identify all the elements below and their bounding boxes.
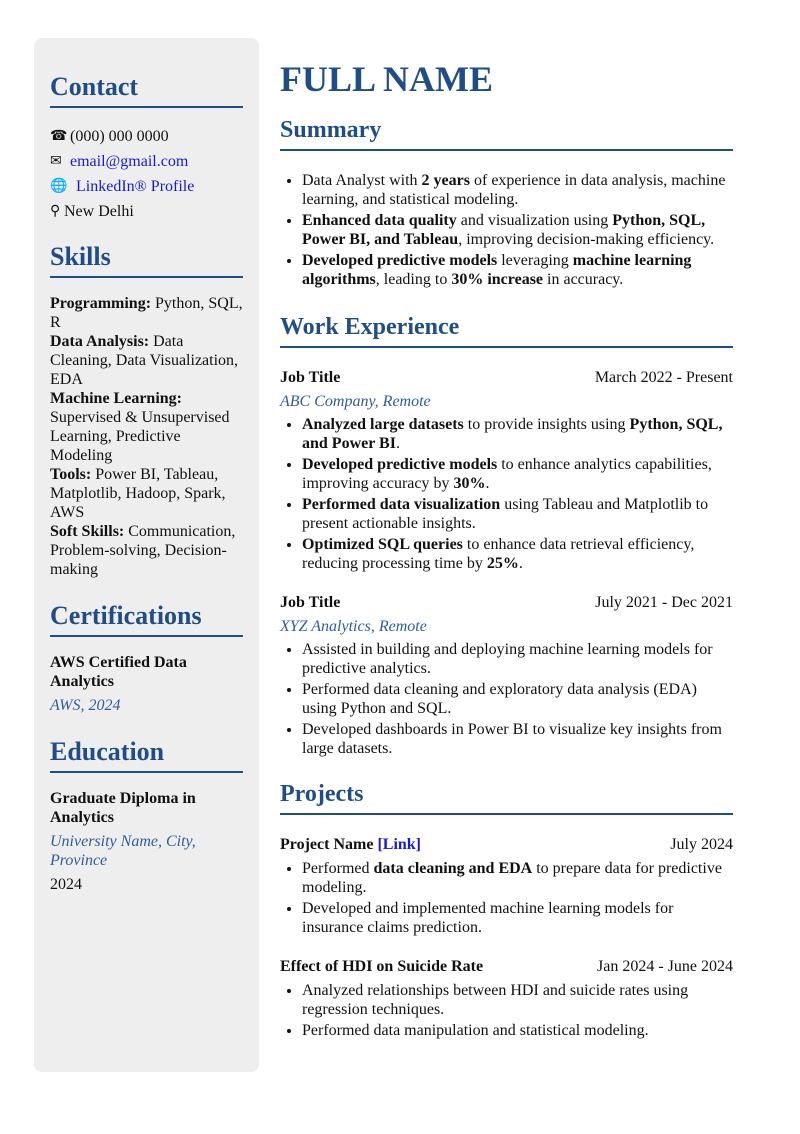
job-header: [280, 368, 733, 387]
job-date: March 2022 - Present: [594, 369, 733, 386]
summary-list: [280, 171, 733, 289]
project-date: July 2024: [670, 836, 733, 853]
projects-heading: Projects: [280, 780, 733, 815]
cert-issuer: AWS, 2024: [50, 697, 121, 714]
job-date: July 2021 - Dec 2021: [595, 594, 733, 611]
summary-heading: Summary: [280, 116, 733, 151]
job-company: ABC Company, Remote: [280, 393, 431, 410]
full-name: FULL NAME: [280, 59, 494, 99]
linkedin-link[interactable]: LinkedIn® Profile: [76, 178, 195, 195]
list-item: • Performed data cleaning and EDA to prepare data for predictive modeling.: [302, 859, 733, 897]
edu-degree: Graduate Diploma in Analytics: [50, 790, 196, 826]
certifications-heading: Certifications: [50, 601, 243, 637]
project-header: [280, 835, 733, 854]
list-item: • Developed predictive models to enhance analytics capabilities, improving accuracy by 30%.: [302, 455, 733, 493]
contact-heading: Contact: [50, 72, 243, 108]
project-header: [280, 957, 733, 976]
project-title: Effect of HDI on Suicide Rate: [280, 958, 484, 975]
location-text: New Delhi: [64, 203, 134, 220]
skill-item: Tools: Power BI, Tableau, Matplotlib, Hadoop, Spark, AWS: [50, 466, 226, 521]
skills-heading: Skills: [50, 242, 243, 278]
list-item: • Developed and implemented machine learning models for insurance claims prediction.: [302, 899, 733, 937]
job-title: Job Title: [280, 369, 341, 386]
list-item: • Performed data visualization using Tableau and Matplotlib to present actionable insights.: [302, 495, 733, 533]
skills-list: [50, 294, 243, 579]
list-item: • Analyzed relationships between HDI and suicide rates using regression techniques.: [302, 981, 733, 1019]
email-row[interactable]: [50, 149, 243, 174]
project-bullets: [280, 981, 733, 1040]
list-item: • Optimized SQL queries to enhance data retrieval efficiency, reducing processing time by 25%.: [302, 535, 733, 573]
linkedin-row[interactable]: [50, 174, 243, 199]
project-link[interactable]: [Link]: [377, 836, 422, 853]
pin-icon: ⚲: [50, 204, 61, 219]
job-bullets: [280, 640, 733, 758]
list-item: • Developed predictive models leveraging machine learning algorithms, leading to 30% increase in accuracy.: [302, 251, 733, 289]
sidebar: [34, 38, 259, 1072]
education-heading: Education: [50, 737, 243, 773]
mail-icon: ✉: [50, 154, 62, 169]
list-item: • Data Analyst with 2 years of experience in data analysis, machine learning, and statistical modeling.: [302, 171, 733, 209]
list-item: • Performed data manipulation and statistical modeling.: [302, 1021, 733, 1040]
location-row: [50, 199, 243, 224]
job-title: Job Title: [280, 594, 341, 611]
edu-school: University Name, City, Province: [50, 833, 196, 869]
project-bullets: [280, 859, 733, 937]
edu-year: 2024: [50, 876, 82, 893]
project-title: Project Name [Link]: [280, 836, 422, 853]
globe-icon: 🌐: [50, 179, 68, 194]
email-link[interactable]: email@gmail.com: [70, 153, 189, 170]
list-item: • Assisted in building and deploying machine learning models for predictive analytics.: [302, 640, 733, 678]
list-item: • Enhanced data quality and visualization using Python, SQL, Power BI, and Tableau, improving decision-making efficiency.: [302, 211, 733, 249]
job-company: XYZ Analytics, Remote: [280, 618, 427, 635]
work-heading: Work Experience: [280, 313, 733, 348]
phone-icon: ☎: [50, 129, 68, 144]
skill-item: Machine Learning: Supervised & Unsupervised Learning, Predictive Modeling: [50, 390, 230, 464]
list-item: • Developed dashboards in Power BI to visualize key insights from large datasets.: [302, 720, 733, 758]
skill-item: Data Analysis: Data Cleaning, Data Visualization, EDA: [50, 333, 239, 388]
main-content: [280, 58, 733, 1042]
phone-row: [50, 124, 243, 149]
job-bullets: [280, 415, 733, 573]
job-header: [280, 593, 733, 612]
cert-name: AWS Certified Data Analytics: [50, 654, 187, 690]
skill-item: Soft Skills: Communication, Problem-solving, Decision-making: [50, 523, 236, 578]
skill-item: Programming: Python, SQL, R: [50, 295, 243, 331]
phone-text: (000) 000 0000: [70, 128, 169, 145]
project-date: Jan 2024 - June 2024: [597, 958, 733, 975]
list-item: • Performed data cleaning and exploratory data analysis (EDA) using Python and SQL.: [302, 680, 733, 718]
list-item: • Analyzed large datasets to provide insights using Python, SQL, and Power BI.: [302, 415, 733, 453]
